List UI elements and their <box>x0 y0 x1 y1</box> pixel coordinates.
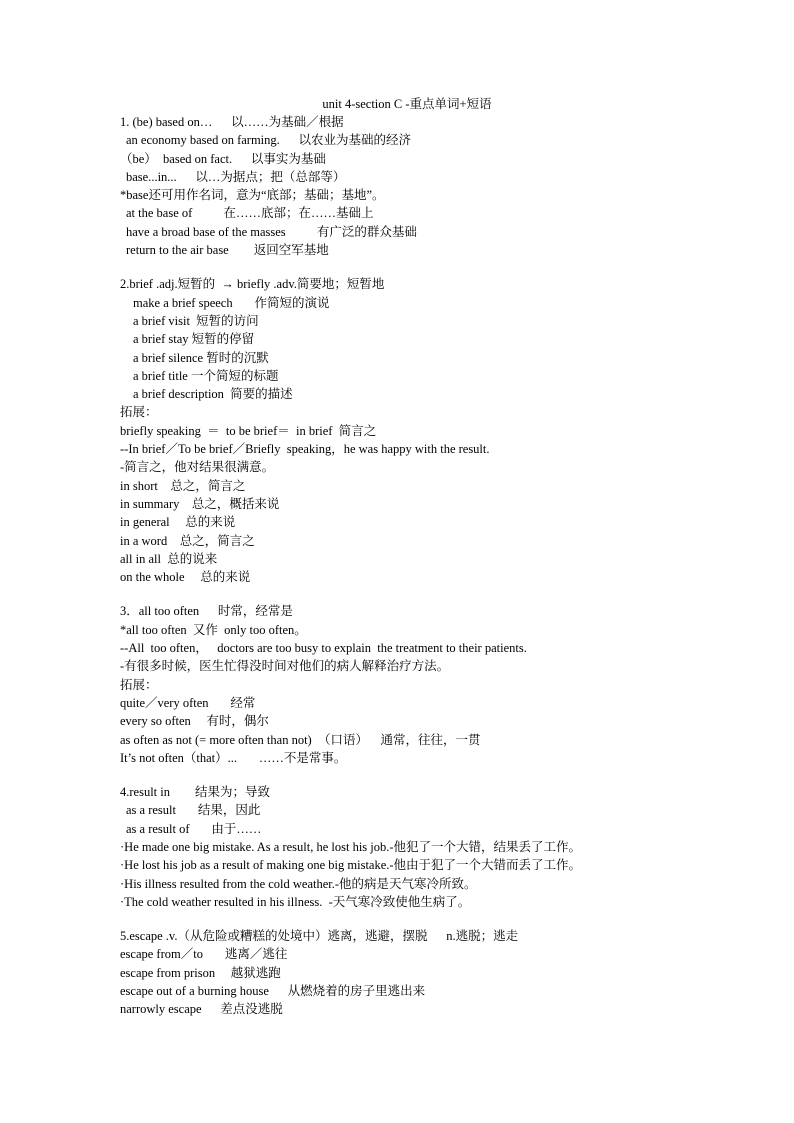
section-gap <box>120 259 680 275</box>
text-line: in summary 总之，概括来说 <box>120 496 280 511</box>
text-line: --All too often， doctors are too busy to explain the treatment to their patients. <box>120 641 527 656</box>
text-line: every so often 有时，偶尔 <box>120 714 269 729</box>
text-line: *base还可用作名词，意为“底部；基础；基地”。 <box>120 188 385 203</box>
text-line: have a broad base of the masses 有广泛的群众基础 <box>126 224 417 239</box>
text-line: base...in... 以…为据点；把（总部等） <box>126 169 346 184</box>
text-line: escape from／to 逃离／逃往 <box>120 947 288 962</box>
text-line: a brief title 一个简短的标题 <box>133 368 279 383</box>
vocab-section <box>120 113 680 259</box>
vocab-section <box>120 275 680 586</box>
text-line: 拓展： <box>120 677 158 692</box>
text-line: return to the air base 返回空军基地 <box>126 243 329 258</box>
text-line: briefly speaking ＝ to be brief＝ in brief 简言之 <box>120 423 377 438</box>
text-line: --In brief／To be brief／Briefly speaking，he was happy with the result. <box>120 442 490 457</box>
text-line: a brief description 简要的描述 <box>133 387 293 402</box>
text-line: an economy based on farming. 以农业为基础的经济 <box>126 133 412 148</box>
text-line: narrowly escape 差点没逃脱 <box>120 1002 283 1017</box>
vocab-section <box>120 783 680 911</box>
section-gap <box>120 767 680 783</box>
text-line: in general 总的来说 <box>120 515 236 530</box>
text-line: ·He made one big mistake. As a result, he lost his job.-他犯了一个大错，结果丢了工作。 <box>120 839 582 854</box>
text-line: -简言之，他对结果很满意。 <box>120 460 275 475</box>
text-line: as a result of 由于…… <box>126 821 262 836</box>
vocab-section <box>120 927 680 1018</box>
text-line: ·His illness resulted from the cold weather.-他的病是天气寒冷所致。 <box>120 876 477 891</box>
text-line: ·He lost his job as a result of making one big mistake.-他由于犯了一个大错而丢了工作。 <box>120 858 582 873</box>
text-line: as often as not (= more often than not) （口语） 通常，往往，一贯 <box>120 732 481 747</box>
section-gap <box>120 586 680 602</box>
section-heading: 1. (be) based on… 以……为基础／根据 <box>120 115 344 129</box>
vocab-section <box>120 602 680 767</box>
text-line: on the whole 总的来说 <box>120 570 251 585</box>
text-line: a brief stay 短暂的停留 <box>133 332 255 347</box>
text-line: *all too often 又作 only too often。 <box>120 622 307 637</box>
section-gap <box>120 911 680 927</box>
section-heading: 3．all too often 时常，经常是 <box>120 604 293 619</box>
text-line: all in all 总的说来 <box>120 551 218 566</box>
text-line: 拓展： <box>120 405 158 420</box>
text-line: at the base of 在……底部；在……基础上 <box>126 206 374 221</box>
text-line: a brief visit 短暂的访问 <box>133 313 259 328</box>
text-line: -有很多时候，医生忙得没时间对他们的病人解释治疗方法。 <box>120 659 450 674</box>
text-line: in a word 总之，简言之 <box>120 533 255 548</box>
text-line: ·The cold weather resulted in his illness. -天气寒冷致使他生病了。 <box>120 894 471 909</box>
section-heading: 5.escape .v.（从危险或糟糕的处境中）逃离，逃避，摆脱 n.逃脱；逃走 <box>120 929 519 944</box>
section-heading: 2.brief .adj.短暂的 → briefly .adv.简要地；短暂地 <box>120 277 385 292</box>
document-body <box>120 113 680 1019</box>
page-title: unit 4-section C -重点单词+短语 <box>322 97 492 111</box>
text-line: （be） based on fact. 以事实为基础 <box>120 151 326 166</box>
section-heading: 4.result in 结果为；导致 <box>120 785 270 800</box>
text-line: It’s not often（that）... ……不是常事。 <box>120 750 347 765</box>
text-line: make a brief speech 作简短的演说 <box>133 295 330 310</box>
text-line: as a result 结果，因此 <box>126 803 261 818</box>
text-line: a brief silence 暂时的沉默 <box>133 350 269 365</box>
text-line: in short 总之，简言之 <box>120 478 246 493</box>
text-line: quite／very often 经常 <box>120 695 256 710</box>
text-line: escape from prison 越狱逃跑 <box>120 965 281 980</box>
text-line: escape out of a burning house 从燃烧着的房子里逃出来 <box>120 984 426 999</box>
